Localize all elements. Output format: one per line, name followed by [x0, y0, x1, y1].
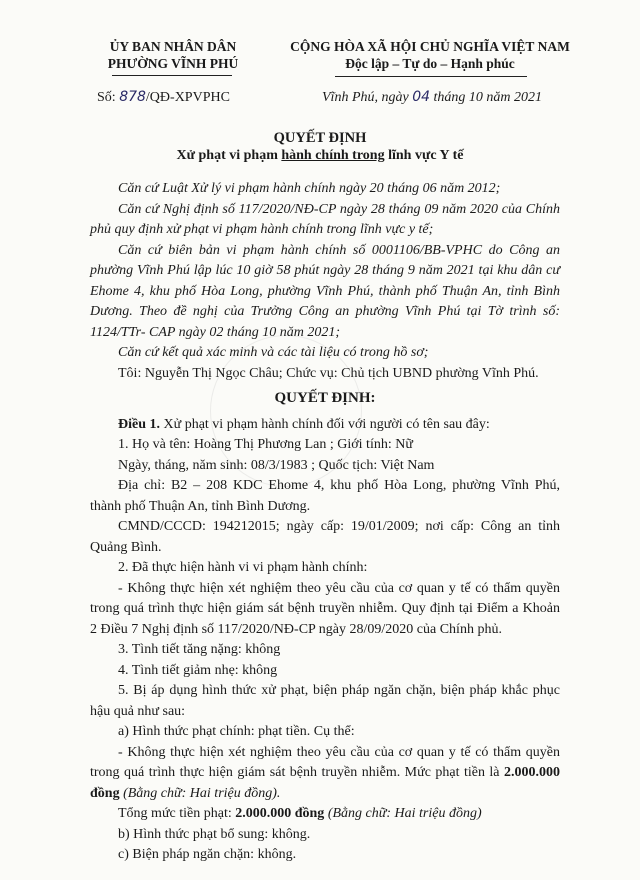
preamble-2: Căn cứ Nghị định số 117/2020/NĐ-CP ngày 28 tháng 09 năm 2020 của Chính phủ quy định xử phạt vi phạm hành chính trong lĩnh vực y tế; — [90, 201, 560, 237]
preamble-3: Căn cứ biên bản vi phạm hành chính số 0001106/BB-VPHC do Công an phường Vĩnh Phú lập lúc 10 giờ 58 phút ngày 28 tháng 9 năm 2021 tại khu dân cư Ehome 4, khu phố Hòa Long, phường Vĩnh Phú, thành phố Thuận An, tỉnh Bình Dương. Theo đề nghị của Trưởng Công an phường Vĩnh Phú tại Tờ trình số: 1124/TTr- CAP ngày 02 tháng 10 năm 2021; — [90, 242, 560, 340]
signer-line: Tôi: Nguyễn Thị Ngọc Châu; Chức vụ: Chủ tịch UBND phường Vĩnh Phú. — [118, 365, 539, 381]
authority-underline — [112, 75, 232, 76]
issuing-authority — [88, 38, 258, 72]
preamble-1: Căn cứ Luật Xử lý vi phạm hành chính ngày 20 tháng 06 năm 2012; — [118, 181, 501, 196]
penalty-amount: 2.000.000 đồng — [90, 765, 560, 801]
national-motto — [280, 38, 580, 72]
authority-line-1: ỦY BAN NHÂN DÂN — [109, 39, 237, 54]
motto-underline — [335, 76, 527, 77]
aggravating-circumstances: 3. Tình tiết tăng nặng: không — [118, 642, 281, 657]
article-1: Điều 1. Xử phạt vi phạm hành chính đối với người có tên sau đây: — [118, 416, 490, 432]
dob-line: Ngày, tháng, năm sinh: 08/3/1983 ; Quốc tịch: Việt Nam — [118, 457, 435, 473]
document-body — [90, 179, 560, 866]
total-penalty: Tổng mức tiền phạt: 2.000.000 đồng (Bằng chữ: Hai triệu đồng) — [118, 806, 482, 821]
decision-heading: QUYẾT ĐỊNH: — [274, 390, 376, 406]
mitigating-circumstances: 4. Tình tiết giảm nhẹ: không — [118, 662, 278, 678]
document-title: QUYẾT ĐỊNH — [273, 130, 367, 146]
total-amount: 2.000.000 đồng — [235, 806, 325, 821]
nation-name: CỘNG HÒA XÃ HỘI CHỦ NGHĨA VIỆT NAM — [290, 39, 570, 54]
penalty-text: - Không thực hiện xét nghiệm theo yêu cầu của cơ quan y tế có thẩm quyền trong quá trình thực hiện giám sát bệnh truyền nhiễm. Mức phạt tiền là 2.000.000 đồng (Bằng chữ: Hai triệu đồng). — [90, 744, 560, 801]
document-number: Số: 878/QĐ-XPVPHC — [97, 89, 230, 105]
violation-heading: 2. Đã thực hiện hành vi vi phạm hành chính: — [118, 560, 368, 575]
document-subtitle: Xử phạt vi phạm hành chính trong lĩnh vực Y tế — [176, 148, 464, 163]
handwritten-number: 878 — [119, 89, 146, 105]
id-line: CMND/CCCD: 194212015; ngày cấp: 19/01/2009; nơi cấp: Công an tỉnh Quảng Bình. — [90, 519, 560, 555]
handwritten-day: 04 — [412, 89, 431, 105]
preventive-measure: c) Biện pháp ngăn chặn: không. — [118, 847, 297, 862]
document-date: Vĩnh Phú, ngày 04 tháng 10 năm 2021 — [322, 89, 543, 105]
main-penalty: a) Hình thức phạt chính: phạt tiền. Cụ thể: — [118, 724, 355, 739]
authority-line-2: PHƯỜNG VĨNH PHÚ — [107, 56, 239, 71]
measures-heading: 5. Bị áp dụng hình thức xử phạt, biện pháp ngăn chặn, biện pháp khắc phục hậu quả như sau: — [90, 683, 560, 719]
preamble-4: Căn cứ kết quả xác minh và các tài liệu có trong hồ sơ; — [118, 345, 429, 360]
violation-text: - Không thực hiện xét nghiệm theo yêu cầu của cơ quan y tế có thẩm quyền trong quá trình thực hiện giám sát bệnh truyền nhiễm. Quy định tại Điểm a Khoản 2 Điều 7 Nghị định số 117/2020/NĐ-CP ngày 28/09/2020 của Chính phủ. — [90, 580, 560, 637]
motto: Độc lập – Tự do – Hạnh phúc — [345, 56, 515, 71]
additional-penalty: b) Hình thức phạt bổ sung: không. — [118, 826, 311, 842]
address-line: Địa chỉ: B2 – 208 KDC Ehome 4, khu phố Hòa Long, phường Vĩnh Phú, thành phố Thuận An, tỉnh Bình Dương. — [90, 478, 560, 514]
name-line: 1. Họ và tên: Hoàng Thị Phương Lan ; Giới tính: Nữ — [118, 437, 413, 452]
